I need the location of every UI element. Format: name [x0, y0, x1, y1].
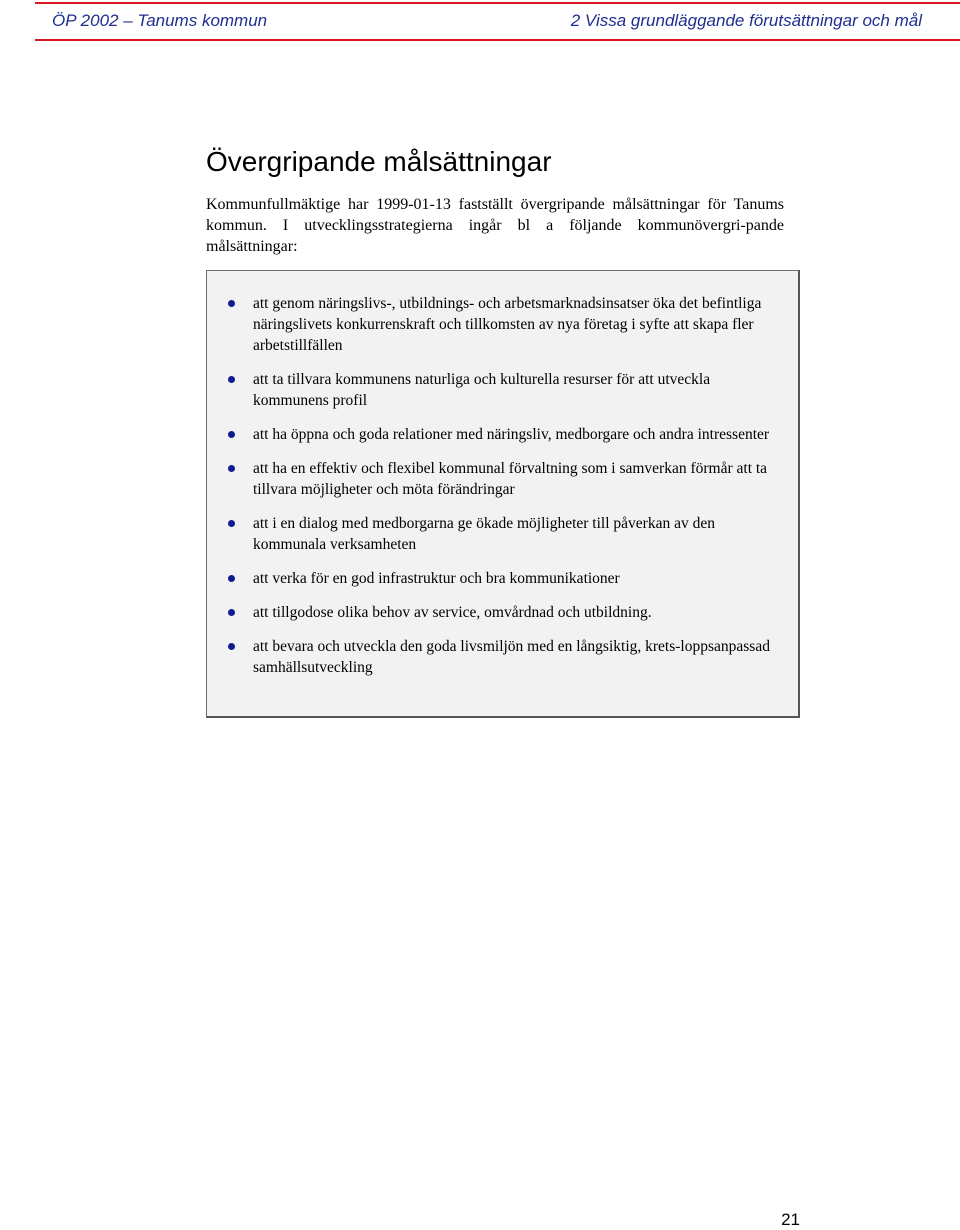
list-item-text: att ha en effektiv och flexibel kommunal förvaltning som i samverkan förmår att ta tillvara möjligheter och möta förändringar — [253, 460, 768, 498]
bullet-icon — [228, 300, 235, 307]
page-number: 21 — [781, 1210, 800, 1229]
bullet-icon — [228, 609, 235, 616]
bullet-icon — [228, 520, 235, 527]
bullet-icon — [228, 431, 235, 438]
bullet-icon — [228, 643, 235, 650]
list-item — [253, 513, 773, 555]
bullet-icon — [228, 465, 235, 472]
header-document-title: ÖP 2002 – Tanums kommun — [52, 11, 268, 30]
goals-list — [253, 293, 773, 691]
list-item — [253, 602, 773, 623]
bullet-icon — [228, 575, 235, 582]
list-item — [253, 636, 773, 678]
list-item-text: att ha öppna och goda relationer med näringsliv, medborgare och andra intressenter — [253, 426, 770, 443]
header-bottom-rule — [35, 39, 960, 41]
list-item-text: att bevara och utveckla den goda livsmiljön med en långsiktig, krets-loppsanpassad samhällsutveckling — [253, 638, 770, 676]
list-item-text: att i en dialog med medborgarna ge ökade möjligheter till påverkan av den kommunala verksamheten — [253, 515, 715, 553]
list-item — [253, 369, 773, 411]
header-chapter-title: 2 Vissa grundläggande förutsättningar och mål — [570, 11, 922, 30]
list-item — [253, 293, 773, 356]
intro-paragraph: Kommunfullmäktige har 1999-01-13 fastställt övergripande målsättningar för Tanums kommun. I utvecklingsstrategierna ingår bl a följande kommunövergri-pande målsättningar: — [206, 196, 784, 255]
list-item — [253, 458, 773, 500]
section-heading: Övergripande målsättningar — [206, 146, 552, 177]
bullet-icon — [228, 376, 235, 383]
list-item-text: att ta tillvara kommunens naturliga och kulturella resurser för att utveckla kommunens profil — [253, 371, 711, 409]
list-item-text: att verka för en god infrastruktur och bra kommunikationer — [253, 570, 620, 587]
list-item-text: att tillgodose olika behov av service, omvårdnad och utbildning. — [253, 604, 652, 621]
list-item — [253, 424, 773, 445]
goals-box — [206, 270, 800, 718]
list-item-text: att genom näringslivs-, utbildnings- och arbetsmarknadsinsatser öka det befintliga näringslivets konkurrenskraft och tillkomsten av nya företag i syfte att skapa fler arbetstillfällen — [253, 295, 762, 354]
list-item — [253, 568, 773, 589]
header-top-rule — [35, 2, 960, 4]
